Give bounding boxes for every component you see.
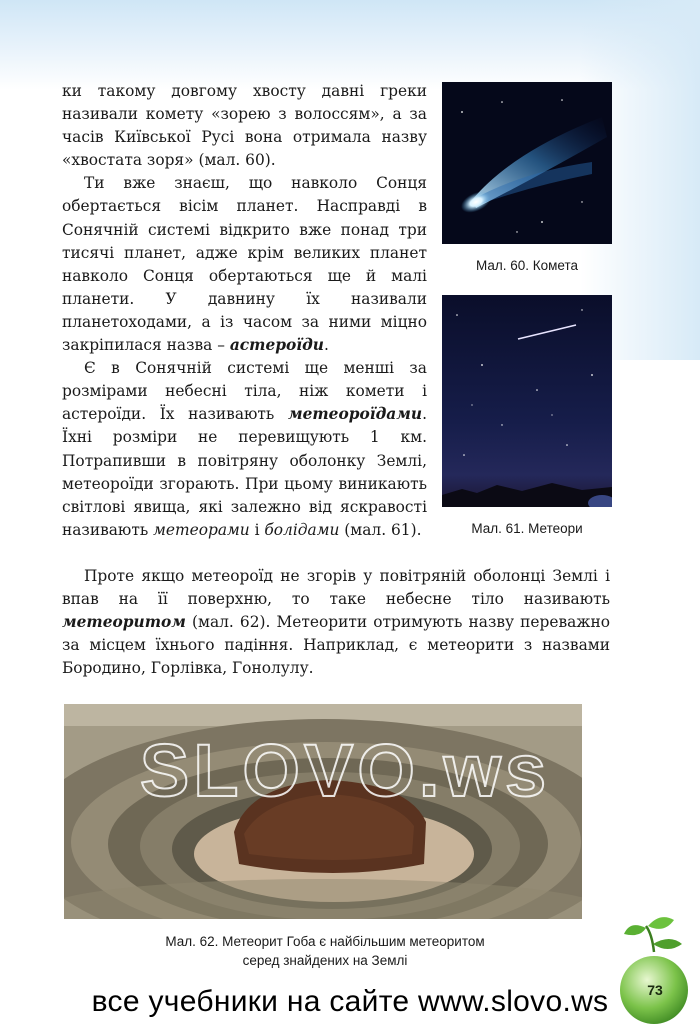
figure-62-caption-line2: серед знайдених на Землі bbox=[242, 953, 408, 968]
figure-62-caption bbox=[100, 932, 550, 970]
comet-illustration bbox=[442, 82, 612, 244]
text-run: і bbox=[249, 520, 265, 539]
text-paragraph bbox=[62, 357, 427, 542]
text-run: (мал. 62). Метеорити отримують назву переважно за місцем їхнього падіння. Наприклад, є метеорити з назвами Бородино, Горлівка, Гонолулу. bbox=[62, 613, 610, 678]
meteors-photo bbox=[442, 295, 612, 507]
text-paragraph bbox=[62, 565, 610, 680]
page-number: 73 bbox=[647, 982, 663, 998]
emphasized-term: метеоритом bbox=[62, 613, 186, 632]
comet-photo bbox=[442, 82, 612, 244]
figure-60-caption: Мал. 60. Комета bbox=[475, 258, 579, 273]
bottom-text-paragraph bbox=[62, 565, 610, 680]
emphasized-term: астероїди bbox=[229, 336, 324, 355]
emphasized-term: болідами bbox=[264, 520, 340, 539]
figure-61-caption: Мал. 61. Метеори bbox=[471, 521, 583, 536]
slovo-watermark: SLOVO.ws bbox=[139, 729, 551, 812]
emphasized-term: метеороїдами bbox=[287, 405, 423, 424]
figure-62-caption-line1: Мал. 62. Метеорит Гоба є найбільшим метеоритом bbox=[165, 934, 485, 949]
main-text-column bbox=[62, 80, 427, 542]
footer-site-banner: все учебники на сайте www.slovo.ws bbox=[91, 985, 609, 1018]
text-run: Є в Сонячній системі ще менші за розмірами небесні тіла, ніж комети і астероїди. Їх називають bbox=[62, 359, 427, 424]
text-run: Ти вже знаєш, що навколо Сонця обертається вісім планет. Насправді в Сонячній системі відкрито вже понад три тисячі планет, адже крім великих планет навколо Сонця обертаються ще й малі планети. У давнину їх називали планетоходами, а із часом за ними міцно закріпилася назва – bbox=[62, 174, 427, 355]
text-paragraph bbox=[62, 172, 427, 357]
meteors-illustration bbox=[442, 295, 612, 507]
text-run: Проте якщо метеороїд не згорів у повітряній оболонці Землі і впав на її поверхню, то таке небесне тіло називають bbox=[62, 567, 610, 609]
text-run: ки такому довгому хвосту давні греки називали комету «зорею з волоссям», а за часів Київської Русі вона отримала назву «хвостата зоря» (мал. 60). bbox=[62, 82, 427, 170]
text-run: (мал. 61). bbox=[339, 520, 422, 539]
text-run: . Їхні розміри не перевищують 1 км. Потрапивши в повітряну оболонку Землі, метеороїди згорають. При цьому виникають світлові явища, які залежно від яскравості називають bbox=[62, 405, 427, 539]
text-paragraph bbox=[62, 80, 427, 172]
text-run: . bbox=[324, 336, 329, 355]
emphasized-term: метеорами bbox=[153, 520, 250, 539]
